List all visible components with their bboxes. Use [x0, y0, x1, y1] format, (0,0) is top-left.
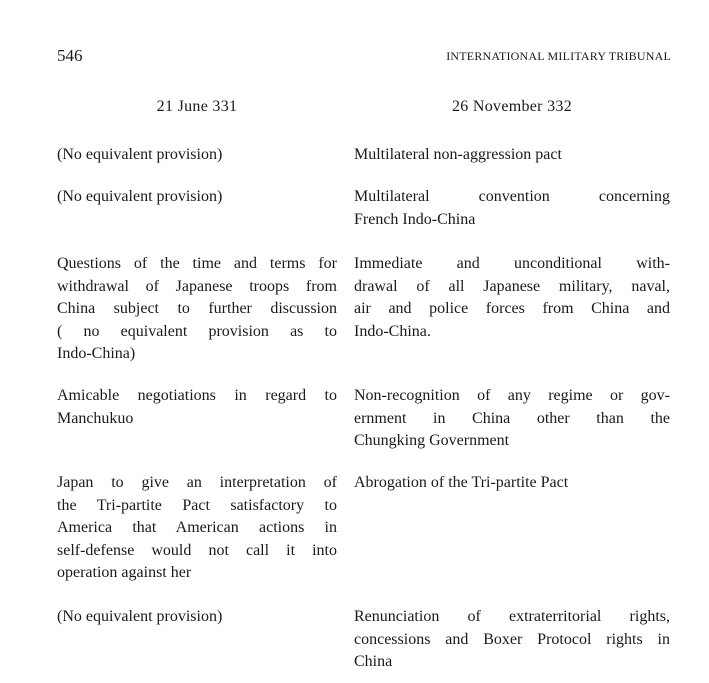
text-line: self-defense would not call it into — [57, 541, 337, 559]
page-number: 546 — [57, 46, 83, 65]
text-line: the Tri-partite Pact satisfactory to — [57, 496, 337, 514]
text-line: (No equivalent provision) — [57, 608, 223, 625]
text-line: operation against her — [57, 564, 192, 581]
right-column-text — [354, 385, 670, 453]
left-column-text — [57, 186, 337, 209]
right-column-text — [354, 186, 670, 231]
left-column-text — [57, 472, 337, 585]
text-line: Questions of the time and terms for — [57, 255, 337, 272]
text-line: Non-recognition of any regime or gov- — [354, 387, 670, 404]
text-line: drawal of all Japanese military, naval, — [354, 277, 670, 295]
text-line: America that American actions in — [57, 519, 337, 536]
text-line: Chungking Government — [354, 432, 510, 449]
right-column-text — [354, 253, 670, 343]
running-head: INTERNATIONAL MILITARY TRIBUNAL — [446, 49, 671, 63]
text-line: air and police forces from China and — [354, 300, 670, 317]
text-line: Indo-China. — [354, 322, 431, 340]
right-column-text — [354, 472, 670, 495]
text-line: Japan to give an interpretation of — [57, 474, 337, 491]
text-line: Abrogation of the Tri-partite Pact — [354, 474, 569, 491]
left-column-heading: 21 June 331 — [156, 98, 238, 115]
right-column-text — [354, 144, 670, 167]
right-column-text — [354, 606, 670, 674]
text-line: (No equivalent provision) — [57, 146, 223, 163]
text-line: China subject to further discussion — [57, 300, 337, 317]
text-line: concessions and Boxer Protocol rights in — [354, 630, 670, 648]
right-column-heading: 26 November 332 — [451, 98, 573, 115]
text-line: Manchukuo — [57, 409, 134, 427]
left-column-text — [57, 253, 337, 366]
text-line: (No equivalent provision) — [57, 188, 223, 205]
text-line: French Indo-China — [354, 210, 476, 228]
text-line: Indo-China) — [57, 345, 136, 362]
left-column-text — [57, 606, 337, 629]
text-line: Multilateral convention concerning — [354, 188, 670, 205]
text-line: Amicable negotiations in regard to — [57, 387, 337, 404]
text-line: China — [354, 653, 393, 670]
text-line: ( no equivalent provision as to — [57, 322, 337, 340]
left-column-text — [57, 385, 337, 430]
text-line: Multilateral non-aggression pact — [354, 146, 562, 163]
text-line: ernment in China other than the — [354, 409, 670, 427]
left-column-text — [57, 144, 337, 167]
text-line: Renunciation of extraterritorial rights, — [354, 608, 670, 625]
text-line: withdrawal of Japanese troops from — [57, 277, 337, 295]
text-line: Immediate and unconditional with- — [354, 255, 670, 272]
